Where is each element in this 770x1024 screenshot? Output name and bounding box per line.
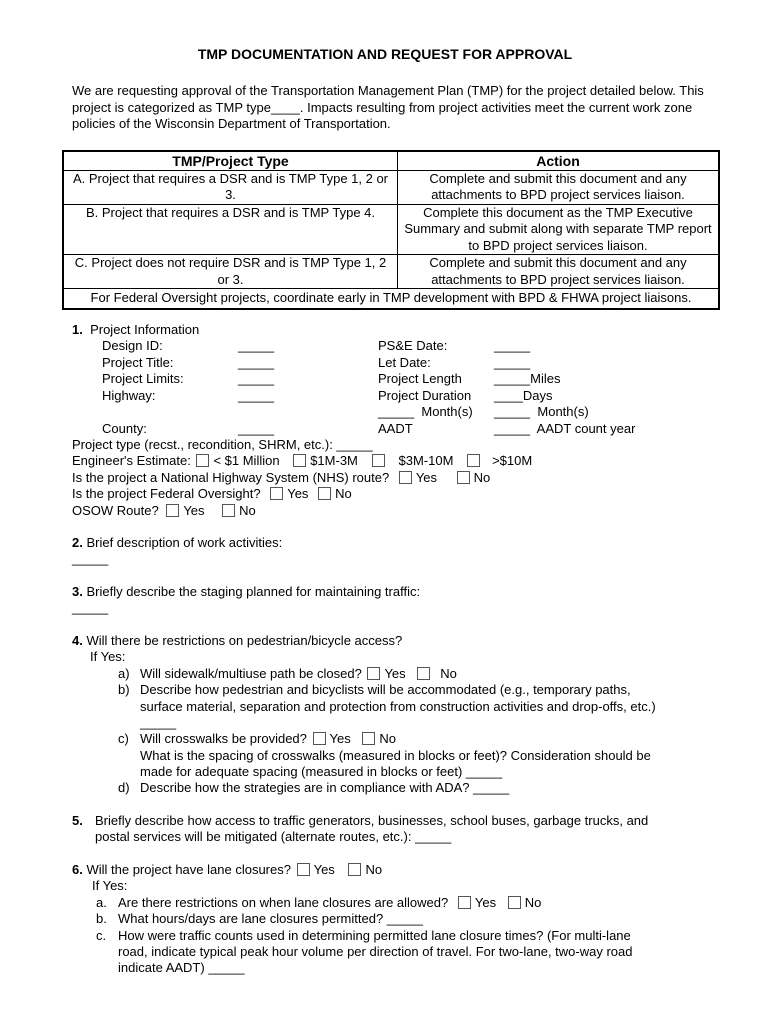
osow-question: OSOW Route?	[72, 503, 159, 518]
traffic-counts-line-2: road, indicate typical peak hour volume per direction of travel. For two-lane, two-way road	[118, 944, 633, 959]
yes-label: Yes	[384, 666, 406, 681]
table-cell: B. Project that requires a DSR and is TMP Type 4.	[63, 204, 398, 255]
label-project-duration: Project Duration	[378, 388, 472, 403]
ada-compliance-line: Describe how the strategies are in compliance with ADA? _____	[140, 780, 510, 795]
estimate-option-label: >$10M	[492, 453, 533, 468]
table-header-type: TMP/Project Type	[63, 151, 398, 170]
duration-months-2-field[interactable]: _____	[494, 404, 531, 419]
days-label: Days	[522, 388, 553, 403]
no-label: No	[473, 470, 491, 485]
table-cell: Complete and submit this document and any attachments to BPD project services liaison.	[398, 170, 720, 204]
table-cell: C. Project does not require DSR and is TMP Type 1, 2 or 3.	[63, 255, 398, 289]
months-label: Month(s)	[421, 404, 473, 419]
section-3-heading	[72, 584, 420, 601]
table-cell: Complete this document as the TMP Executive Summary and submit along with separate TMP report to BPD project services liaison.	[398, 204, 720, 255]
crosswalk-yes-checkbox[interactable]	[313, 732, 326, 745]
section-number-text: 5.	[72, 813, 83, 828]
project-limits-field[interactable]: _____	[238, 371, 275, 386]
crosswalk-row	[140, 731, 396, 748]
duration-months-2	[494, 404, 589, 421]
duration-blank[interactable]: ____	[494, 388, 523, 403]
crosswalk-spacing-line-2: made for adequate spacing (measured in blocks or feet) _____	[140, 764, 503, 779]
table-header-action: Action	[398, 151, 720, 170]
project-type-line: Project type (recst., recondition, SHRM, etc.): _____	[72, 437, 373, 452]
work-activities-field[interactable]: _____	[72, 551, 109, 566]
project-duration-field[interactable]	[494, 388, 553, 405]
fed-yes-checkbox[interactable]	[270, 487, 283, 500]
table-footer: For Federal Oversight projects, coordinate early in TMP development with BPD & FHWA project liaisons.	[63, 289, 719, 309]
aadt-year-label: AADT count year	[536, 421, 636, 436]
item-label: b)	[118, 682, 130, 697]
sidewalk-yes-checkbox[interactable]	[367, 667, 380, 680]
highway-field[interactable]: _____	[238, 388, 275, 403]
section-1-heading	[72, 322, 199, 339]
section-number: 1.	[72, 322, 83, 337]
no-label: No	[239, 503, 256, 518]
section-text: Briefly describe the staging planned for maintaining traffic:	[86, 584, 421, 599]
item-label: b.	[96, 911, 107, 926]
label-project-title: Project Title:	[102, 355, 174, 370]
lane-hours-line: What hours/days are lane closures permitted? _____	[118, 911, 423, 926]
months-label: Month(s)	[537, 404, 589, 419]
table-row	[63, 255, 719, 289]
table-cell: Complete and submit this document and any attachments to BPD project services liaison.	[398, 255, 720, 289]
yes-label: Yes	[287, 486, 309, 501]
table-row	[63, 170, 719, 204]
sidewalk-question: Will sidewalk/multiuse path be closed?	[140, 666, 362, 681]
nhs-row	[72, 470, 490, 487]
label-project-length: Project Length	[378, 371, 462, 386]
length-blank[interactable]: _____	[494, 371, 531, 386]
no-label: No	[365, 862, 383, 877]
no-label: No	[379, 731, 396, 746]
nhs-no-checkbox[interactable]	[457, 471, 470, 484]
estimate-3m-10m-checkbox[interactable]	[372, 454, 385, 467]
if-yes-label: If Yes:	[92, 878, 128, 893]
lane-restriction-row	[118, 895, 541, 912]
federal-oversight-row	[72, 486, 352, 503]
section-number: 6.	[72, 862, 83, 877]
item-label: c.	[96, 928, 107, 943]
ped-accommodation-line-2: surface material, separation and protection from construction activities and drop-offs, etc.)	[140, 699, 656, 714]
lane-closure-no-checkbox[interactable]	[348, 863, 361, 876]
engineer-estimate-row	[72, 453, 532, 470]
yes-label: Yes	[329, 731, 351, 746]
estimate-under-1m-checkbox[interactable]	[196, 454, 209, 467]
estimate-over-10m-checkbox[interactable]	[467, 454, 480, 467]
section-number: 3.	[72, 584, 83, 599]
item-label: d)	[118, 780, 130, 795]
label-county: County:	[102, 421, 147, 436]
no-label: No	[440, 666, 457, 681]
item-label: c)	[118, 731, 129, 746]
osow-yes-checkbox[interactable]	[166, 504, 179, 517]
design-id-field[interactable]: _____	[238, 338, 275, 353]
estimate-option-label: $1M-3M	[310, 453, 358, 468]
restriction-no-checkbox[interactable]	[508, 896, 521, 909]
section-title: Project Information	[90, 322, 200, 337]
if-yes-label: If Yes:	[90, 649, 126, 664]
yes-label: Yes	[183, 503, 205, 518]
osow-no-checkbox[interactable]	[222, 504, 235, 517]
project-title-field[interactable]: _____	[238, 355, 275, 370]
sidewalk-row	[140, 666, 457, 683]
let-date-field[interactable]: _____	[494, 355, 531, 370]
label-design-id: Design ID:	[102, 338, 163, 353]
nhs-question: Is the project a National Highway System (NHS) route?	[72, 470, 390, 485]
yes-label: Yes	[415, 470, 438, 485]
duration-months	[378, 404, 473, 421]
osow-row	[72, 503, 256, 520]
lane-restriction-question: Are there restrictions on when lane closures are allowed?	[118, 895, 449, 910]
yes-label: Yes	[313, 862, 335, 877]
duration-months-field[interactable]: _____	[378, 404, 415, 419]
staging-field[interactable]: _____	[72, 600, 109, 615]
engineer-estimate-label: Engineer's Estimate:	[72, 453, 191, 468]
miles-label: Miles	[530, 371, 561, 386]
restriction-yes-checkbox[interactable]	[458, 896, 471, 909]
label-aadt: AADT	[378, 421, 413, 436]
ped-accommodation-field[interactable]: _____	[140, 715, 177, 730]
section-number: 2.	[72, 535, 83, 550]
section-2-heading	[72, 535, 282, 552]
label-highway: Highway:	[102, 388, 156, 403]
section-text: Will there be restrictions on pedestrian/bicycle access?	[86, 633, 403, 648]
item-label: a.	[96, 895, 107, 910]
section-4-heading	[72, 633, 402, 650]
access-line-2: postal services will be mitigated (alternate routes, etc.): _____	[95, 829, 452, 844]
section-number: 4.	[72, 633, 83, 648]
item-label: a)	[118, 666, 130, 681]
pse-date-field[interactable]: _____	[494, 338, 531, 353]
crosswalk-spacing-line-1: What is the spacing of crosswalks (measured in blocks or feet)? Consideration should be	[140, 748, 651, 763]
table-cell: A. Project that requires a DSR and is TMP Type 1, 2 or 3.	[63, 170, 398, 204]
county-field[interactable]: _____	[238, 421, 275, 436]
label-pse-date: PS&E Date:	[378, 338, 448, 353]
traffic-counts-line-1: How were traffic counts used in determining permitted lane closure times? (For multi-lane	[118, 928, 631, 943]
aadt-field[interactable]: _____	[494, 421, 531, 436]
label-project-limits: Project Limits:	[102, 371, 184, 386]
section-text: Will the project have lane closures?	[86, 862, 291, 877]
table-row	[63, 204, 719, 255]
section-text: Brief description of work activities:	[86, 535, 283, 550]
estimate-option-label: < $1 Million	[213, 453, 280, 468]
no-label: No	[335, 486, 352, 501]
section-number	[72, 813, 83, 830]
tmp-type-table	[62, 150, 720, 310]
access-line-1: Briefly describe how access to traffic generators, businesses, school buses, garbage trucks, and	[95, 813, 649, 828]
traffic-counts-line-3: indicate AADT) _____	[118, 960, 245, 975]
yes-label: Yes	[474, 895, 497, 910]
intro-paragraph: We are requesting approval of the Transportation Management Plan (TMP) for the project detailed below. This project is categorized as TMP type____. Impacts resulting from project activities meet the current work zone policies of the Wisconsin Department of Transportation.	[72, 83, 704, 131]
sidewalk-no-checkbox[interactable]	[417, 667, 430, 680]
table-header-row	[63, 151, 719, 170]
no-label: No	[524, 895, 542, 910]
aadt-row	[494, 421, 635, 438]
estimate-option-label: $3M-10M	[398, 453, 454, 468]
project-length-field[interactable]	[494, 371, 561, 388]
ped-accommodation-line-1: Describe how pedestrian and bicyclists will be accommodated (e.g., temporary paths,	[140, 682, 631, 697]
crosswalk-no-checkbox[interactable]	[362, 732, 375, 745]
federal-oversight-question: Is the project Federal Oversight?	[72, 486, 261, 501]
nhs-yes-checkbox[interactable]	[399, 471, 412, 484]
table-footer-row	[63, 289, 719, 309]
crosswalk-question: Will crosswalks be provided?	[140, 731, 307, 746]
lane-closure-yes-checkbox[interactable]	[297, 863, 310, 876]
section-6-heading	[72, 862, 382, 879]
estimate-1m-3m-checkbox[interactable]	[293, 454, 306, 467]
fed-no-checkbox[interactable]	[318, 487, 331, 500]
label-let-date: Let Date:	[378, 355, 431, 370]
document-title: TMP DOCUMENTATION AND REQUEST FOR APPROVAL	[197, 46, 573, 62]
